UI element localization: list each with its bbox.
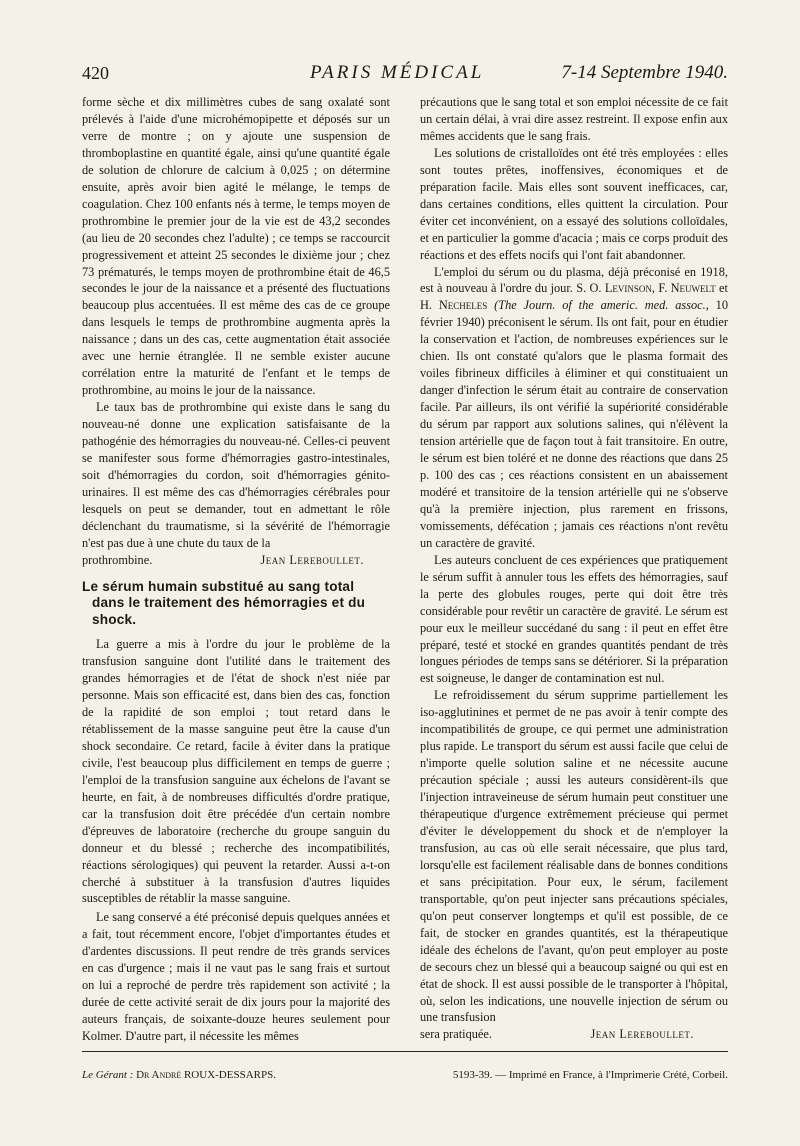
paragraph-end: sera pratiquée. [420,1027,492,1042]
article-title: Le sérum humain substitué au sang total dans le traitement des hémorragies et du shock. [82,578,366,627]
author-signature: Jean Lereboullet. [260,552,364,567]
issue-date: 7-14 Septembre 1940. [561,62,728,83]
paragraph-end: prothrombine. [82,552,153,567]
author-signature: Jean Lereboullet. [590,1027,694,1042]
paragraph: Les auteurs concluent de ces expériences que pratiquement le sérum suffit à annuler tous les effets des hémorragies, sauf la perte des globules rouges, perte qui doit être très considérable pour revêtir un caractère de gravité. Le sérum est pour eux le meilleur succédané du sang : il peut en effet être préparé, testé et stocké en grandes quantités pendant de très longues périodes de temps sans se détériorer. Si la préparation est soigneuse, le danger de contamination est nul. [420,552,728,686]
publisher-credit: Le Gérant : Dr André ROUX-DESSARPS. [82,1069,276,1081]
paragraph: La guerre a mis à l'ordre du jour le problème de la transfusion sanguine dont l'utilité dans le traitement des grandes hémorragies et de l'état de shock n'est niée par personne. Mais son efficacité est, dans bien des cas, fonction de la rapidité de son emploi ; tout retard dans le rétablissement de la masse sanguine peut être la cause d'un shock secondaire. Ce retard, facile à éviter dans la pratique civile, l'est beaucoup plus difficilement en temps de guerre ; l'emploi de la transfusion sanguine aux échelons de l'avant se heurte, en fait, à de nombreuses difficultés d'ordre pratique, car la transfusion doit être précédée d'un certain nombre d'épreuves de laboratoire (recherche du groupe sanguin du donneur et du blessé ; recherche des incompatibilités, réactions sérologiques) qui peuvent la retarder. Aussi a-t-on cherché à substituer à la transfusion d'autres liquides susceptibles de rétablir la masse sanguine. [82,637,390,906]
page-header [82,58,728,88]
page-number: 420 [82,63,109,83]
journal-reference: (The Journ. of the americ. med. assoc., [494,298,709,313]
printer-credit: 5193-39. — Imprimé en France, à l'Imprimerie Crété, Corbeil. [452,1069,728,1081]
signature-line [82,552,390,569]
paragraph: précautions que le sang total et son emploi nécessite de ce fait un certain délai, à vrai dire assez restreint. Il expose enfin aux mêmes accidents que le sang frais. [420,95,728,143]
author-names: Necheles [438,298,488,313]
author-names: Levinson, F. Neuwelt [604,281,716,296]
paragraph: Le refroidissement du sérum supprime partiellement les iso-agglutinines et permet de ne pas avoir à tenir compte des incompatibilités de groupe, ce qui permet une administration plus rapide. Le transport du sérum est aussi facile que celui de n'importe quelle solution saline et ne nécessite aucune précaution spéciale ; aussi les auteurs considèrent-ils que l'injection intraveineuse de sérum humain peut constituer une thérapeutique d'urgence extrêmement précieuse qui permet d'éviter le développement du shock et de n'employer la transfusion, au cas où elle serait nécessaire, que plus tard, lorsqu'elle est facilement réalisable dans de bonnes conditions et sans précipitation. Pour eux, le sérum, facilement transportable, qu'on peut injecter sans précautions spéciales, qu'on peut conserver longtemps et qu'il est possible, de ce fait, de stocker en grandes quantités, est la thérapeutique idéale des échelons de l'avant, qu'on peut employer au poste de secours chez un blessé qui a beaucoup saigné ou qui est en état de shock. Il est aussi possible de le transporter à l'hôpital, où, selon les indications, une nouvelle injection de sérum ou une transfusion [420,688,728,1025]
page-footer [82,1066,728,1084]
right-column [420,94,728,1043]
footer-rule [82,1051,728,1052]
paragraph: Le sang conservé a été préconisé depuis quelques années et a fait, tout récemment encore, l'objet d'importantes études et d'ardentes discussions. Il peut rendre de très grands services en cas d'urgence ; mais il ne vaut pas le sang frais et surtout on lui a reproché de perdre très rapidement son activité ; la durée de cette activité serait de dix jours pour la majorité des auteurs français, de soixante-douze heures seulement pour Kolmer. D'autre part, il nécessite les mêmes [82,910,390,1044]
paragraph: forme sèche et dix millimètres cubes de sang oxalaté sont prélevés à l'aide d'une microhémopipette et déposés sur un verre de montre ; on y ajoute une suspension de thromboplastine en quantité égale, ainsi qu'une quantité égale de solution de chlorure de calcium à 0,025 ; on détermine ensuite, après avoir bien agité le mélange, le temps de coagulation. Chez 100 enfants nés à terme, le temps moyen de prothrombine le premier jour de la vie est de 43,2 secondes (au lieu de 20 secondes chez l'adulte) ; ce temps se raccourcit progressivement et atteint 25 secondes le dixième jour ; chez 73 prématurés, le temps moyen de prothrombine était de 46,5 secondes le jour de la naissance et a présenté des fluctuations beaucoup plus accentuées. Il est même des cas de ce groupe dans lesquels le temps de prothrombine augmenta après la naissance ; dans un des cas, cette augmentation était associée avec une hernie étranglée. Il ne semble exister aucune corrélation entre la maturité de l'enfant et le temps de prothrombine, au moins le jour de la naissance. [82,95,390,398]
paragraph: Le taux bas de prothrombine qui existe dans le sang du nouveau-né donne une explication satisfaisante de la pathogénie des hémorragies du nouveau-né. Celles-ci peuvent se manifester sous forme d'hémorragies gastro-intestinales, soit d'hémorragies du cordon, soit d'hémorragies génito-urinaires. Il est même des cas d'hémorragies cérébrales pour lesquels on peut se demander, tout en admettant le rôle déclenchant du traumatisme, si la sévérité de l'hémorragie n'est pas due à une chute du taux de la [82,400,390,550]
paragraph: L'emploi du sérum ou du plasma, déjà préconisé en 1918, est à nouveau à l'ordre du jour. S. O. Levinson, F. Neuwelt et H. Necheles (The Journ. of the americ. med. assoc., 10 février 1940) préconisent le sérum. Ils ont fait, pour en étudier la conservation et l'action, de nombreuses expériences sur le chien. Ils ont constaté qu'alors que le plasma formait des voiles fibrineux difficiles à éliminer et qui constituaient un danger d'infection le sérum était au contraire de conservation facile. Par ailleurs, ils ont vérifié la supériorité considérable du sérum par rapport aux solutions salines, qui n'élèvent la tension artérielle que de façon tout à fait transitoire. En outre, le sérum est bien toléré et ne donne des réactions que dans 25 p. 100 des cas ; ces réactions consistent en un abaissement modéré et transitoire de la tension artérielle qui ne s'observe qu'à la première injection, plus rarement en frissons, vomissements, défécation ; jamais ces réactions n'ont revêtu un caractère de gravité. [420,264,728,550]
journal-title: PARIS MÉDICAL [310,62,485,83]
left-column [82,94,390,1045]
paragraph: Les solutions de cristalloïdes ont été très employées : elles sont toutes prêtes, inoffensives, économiques et de préparation facile. Mais elles sont souvent inefficaces, car, dans certaines conditions, elles quittent la circulation. Pour éviter cet inconvénient, on a essayé des solutions colloïdales, et en particulier la gomme d'acacia ; mais ce corps produit des réactions et des effets nocifs qui l'ont fait abandonner. [420,145,728,262]
signature-line [420,1026,728,1043]
